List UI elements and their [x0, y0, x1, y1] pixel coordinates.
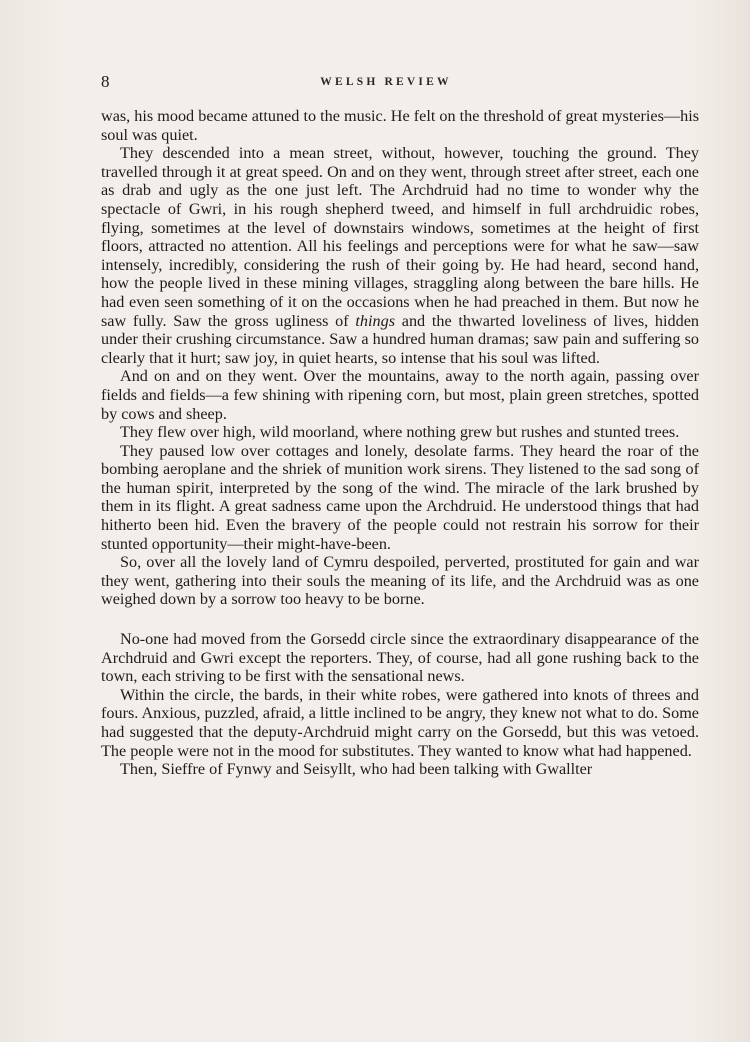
paragraph	[101, 442, 699, 554]
text-run: And on and on they went. Over the mountains, away to the north again, passing over fields and fields—a few shining with ripening corn, but most, plain green stretches, spotted by cows and sheep.	[101, 367, 699, 423]
paragraph	[101, 107, 699, 144]
text-run: They paused low over cottages and lonely, desolate farms. They heard the roar of the bombing aeroplane and the shriek of munition work sirens. They listened to the sad song of the human spirit, interpreted by the song of the wind. The miracle of the lark brushed by them in its flight. A great sadness came upon the Archdruid. He understood things that had hitherto been hid. Even the bravery of the people could not restrain his sorrow for their stunted opportunity—their might-have-been.	[101, 441, 699, 553]
page-number: 8	[101, 72, 110, 91]
paragraph	[101, 144, 699, 367]
text-run: They flew over high, wild moorland, where nothing grew but rushes and stunted trees.	[120, 423, 680, 442]
text-run: was, his mood became attuned to the music. He felt on the threshold of great mysteries—his soul was quiet.	[101, 107, 699, 144]
body-text	[101, 107, 699, 779]
paragraph	[101, 423, 699, 442]
text-run: Within the circle, the bards, in their white robes, were gathered into knots of threes and fours. Anxious, puzzled, afraid, a little inclined to be angry, they knew not what to do. Some had suggested that the deputy-Archdruid might carry on the Gorsedd, but this was vetoed. The people were not in the mood for substitutes. They wanted to know what had happened.	[101, 685, 699, 760]
text-run: No-one had moved from the Gorsedd circle since the extraordinary disappearance of the Archdruid and Gwri except the reporters. They, of course, had all gone rushing back to the town, each striving to be first with the sensational news.	[101, 630, 699, 686]
paragraph	[101, 553, 699, 609]
paragraph	[101, 686, 699, 760]
text-run: So, over all the lovely land of Cymru despoiled, perverted, prostituted for gain and war they went, gathering into their souls the meaning of its life, and the Archdruid was as one weighed down by a sorrow too heavy to be borne.	[101, 553, 699, 609]
paragraph	[101, 367, 699, 423]
italic-word: things	[355, 311, 395, 330]
paragraph	[101, 630, 699, 686]
text-run: Then, Sieffre of Fynwy and Seisyllt, who had been talking with Gwallter	[120, 760, 593, 779]
text-run: They descended into a mean street, without, however, touching the ground. They travelled through it at great speed. On and on they went, through street after street, each one as drab and ugly as the one just left. The Archdruid had no time to wonder why the spectacle of Gwri, in his rough shepherd tweed, and himself in full archdruidic robes, flying, sometimes at the level of downstairs windows, sometimes at the height of first floors, attracted no attention. All his feelings and perceptions were for what he saw—saw intensely, incredibly, considering the rush of their going by. He had heard, second hand, how the people lived in these mining villages, straggling along between the bare hills. He had even seen something of it on the occasions when he had preached in them. But now he saw fully. Saw the gross ugliness of	[101, 144, 699, 330]
running-head: WELSH REVIEW	[320, 76, 452, 88]
text-run: and the thwarted loveliness of lives, hidden under their crushing circumstance. Saw a hundred human dramas; saw pain and suffering so clearly that it hurt; saw joy, in quiet hearts, so intense that his soul was lifted.	[101, 311, 699, 367]
paragraph	[101, 760, 699, 779]
